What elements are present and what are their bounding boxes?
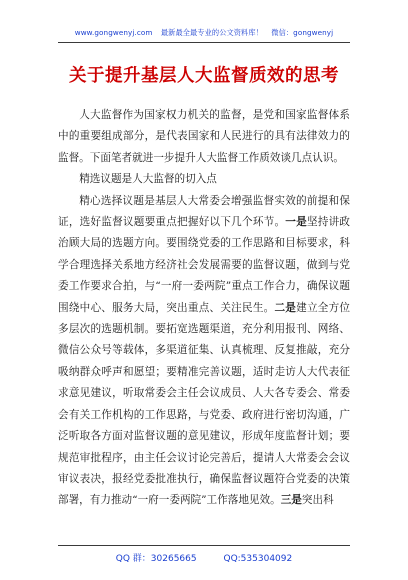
- header-wechat: 微信：gongwenyj: [271, 28, 334, 37]
- header-slogan: 最新最全最专业的公文资料库！: [160, 28, 263, 37]
- footer-divider: [58, 545, 350, 546]
- paragraph-text: 坚持讲政治顾大局的选题方向。要围绕党委的工作思路和目标要求，科学合理选择关系地方经济社会发展需要的监督议题，做到与党委工作要求合拍，与“一府一委两院”重点工作合力，确保议题围绕中心、服务大局，突出重点、关注民生。: [58, 216, 351, 314]
- footer-qq-contact: QQ:535304092: [223, 554, 293, 564]
- page-header: [0, 28, 408, 38]
- point-marker-2: 二是: [274, 301, 297, 314]
- point-marker-1: 一是: [285, 216, 307, 229]
- paragraph-text: 精心选择议题是基层人大常委会增强监督实效的前提和保证，选好监督议题要重点把握好以下几个环节。: [58, 194, 350, 229]
- paragraph-section-1: [58, 191, 350, 512]
- paragraph-intro: 人大监督作为国家权力机关的监督，是党和国家监督体系中的重要组成部分，是代表国家和人民进行的具有法律效力的监督。下面笔者就进一步提升人大监督工作质效谈几点认识。: [58, 109, 350, 164]
- paragraph-text: 突出科: [301, 494, 334, 507]
- document-body: [58, 105, 350, 512]
- footer-qq-group: QQ 群：30265665: [115, 554, 197, 564]
- point-marker-3: 三是: [280, 494, 302, 507]
- header-site-link[interactable]: www.gongwenyj.com: [74, 28, 153, 37]
- header-divider: [58, 42, 350, 43]
- paragraph-text: 建立全方位多层次的选题机制。要拓宽选题渠道，充分利用报刊、网络、微信公众号等载体，多渠道征集、认真梳理、反复推敲，充分吸纳群众呼声和愿望；要精准完善议题，适时走访人大代表征求意见建议，听取常委会主任会议成员、人大各专委会、常委会有关工作机构的工作思路，与党委、政府进行密切沟通，广泛听取各方面对监督议题的意见建议，形成年度监督计划；要规范审批程序，由主任会议讨论完善后，提请人大常委会会议审议表决，报经党委批准执行，确保监督议题符合党委的决策部署，有力推动“一府一委两院”工作落地见效。: [58, 301, 351, 507]
- document-title: 关于提升基层人大监督质效的思考: [69, 66, 339, 86]
- page-footer: [0, 551, 408, 564]
- section-heading: 精选议题是人大监督的切入点: [79, 173, 217, 186]
